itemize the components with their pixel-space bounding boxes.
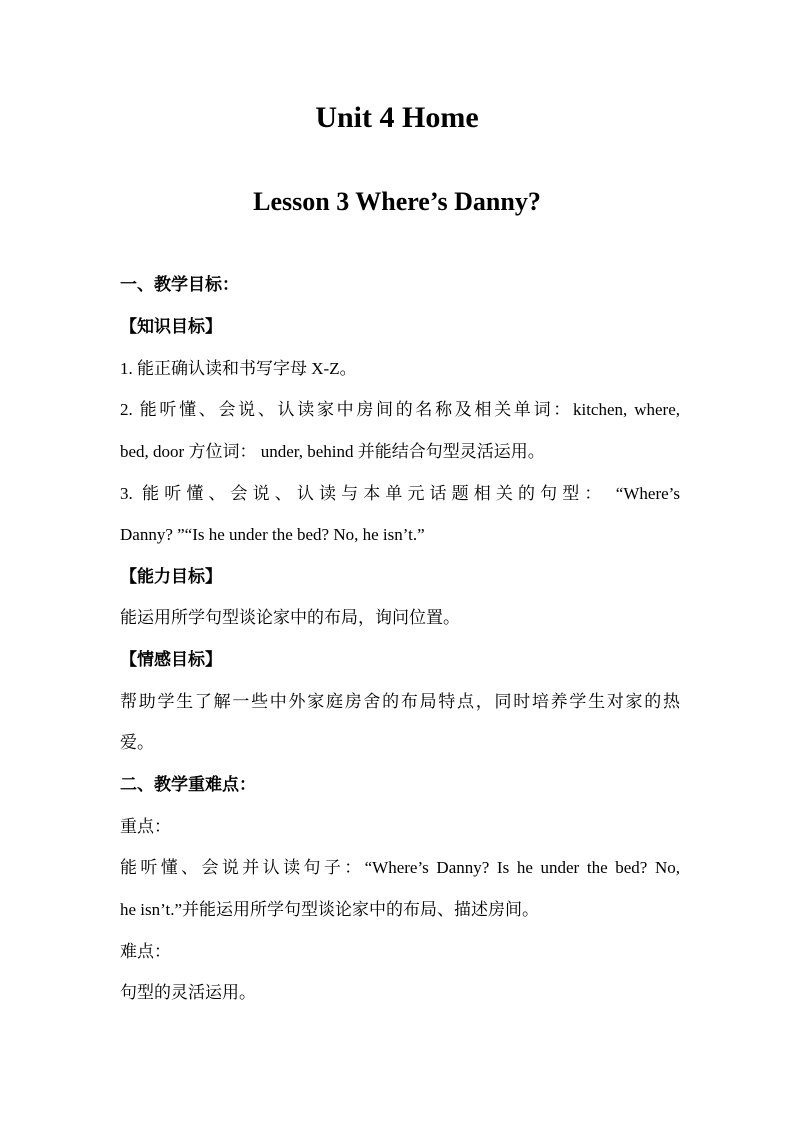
knowledge-item-2-line-1: 2. 能听懂、会说、认读家中房间的名称及相关单词：kitchen, where, — [120, 400, 680, 419]
key-point-text-line-2: he isn’t.”并能运用所学句型谈论家中的布局、描述房间。 — [120, 900, 540, 919]
emotion-goal-text-line-1: 帮助学生了解一些中外家庭房舍的布局特点，同时培养学生对家的热 — [120, 692, 680, 711]
knowledge-item-3-line-2: Danny? ”“Is he under the bed? No, he isn’t.” — [120, 525, 425, 544]
emotion-goal-text-line-2: 爱。 — [120, 733, 154, 752]
subheading-ability-goal: 【能力目标】 — [120, 567, 222, 587]
ability-goal-text: 能运用所学句型谈论家中的布局，询问位置。 — [120, 608, 460, 627]
difficult-point-label: 难点： — [120, 942, 171, 961]
difficult-point-text: 句型的灵活运用。 — [120, 983, 256, 1002]
key-point-label: 重点： — [120, 817, 171, 836]
key-point-text-line-1: 能听懂、会说并认读句子：“Where’s Danny? Is he under the bed? No, — [120, 858, 680, 877]
subheading-emotion-goal: 【情感目标】 — [120, 650, 222, 670]
knowledge-item-1: 1. 能正确认读和书写字母 X-Z。 — [120, 359, 357, 378]
subheading-knowledge-goal: 【知识目标】 — [120, 317, 222, 337]
knowledge-item-2-line-2: bed, door 方位词： under, behind 并能结合句型灵活运用。 — [120, 442, 545, 461]
section-heading-teaching-goals: 一、教学目标： — [120, 275, 239, 295]
lesson-title: Lesson 3 Where’s Danny? — [253, 187, 541, 216]
section-heading-key-difficult-points: 二、教学重难点： — [120, 775, 256, 795]
knowledge-item-3-line-1: 3. 能听懂、会说、认读与本单元话题相关的句型： “Where’s — [120, 484, 680, 503]
document-title: Unit 4 Home — [315, 101, 479, 134]
